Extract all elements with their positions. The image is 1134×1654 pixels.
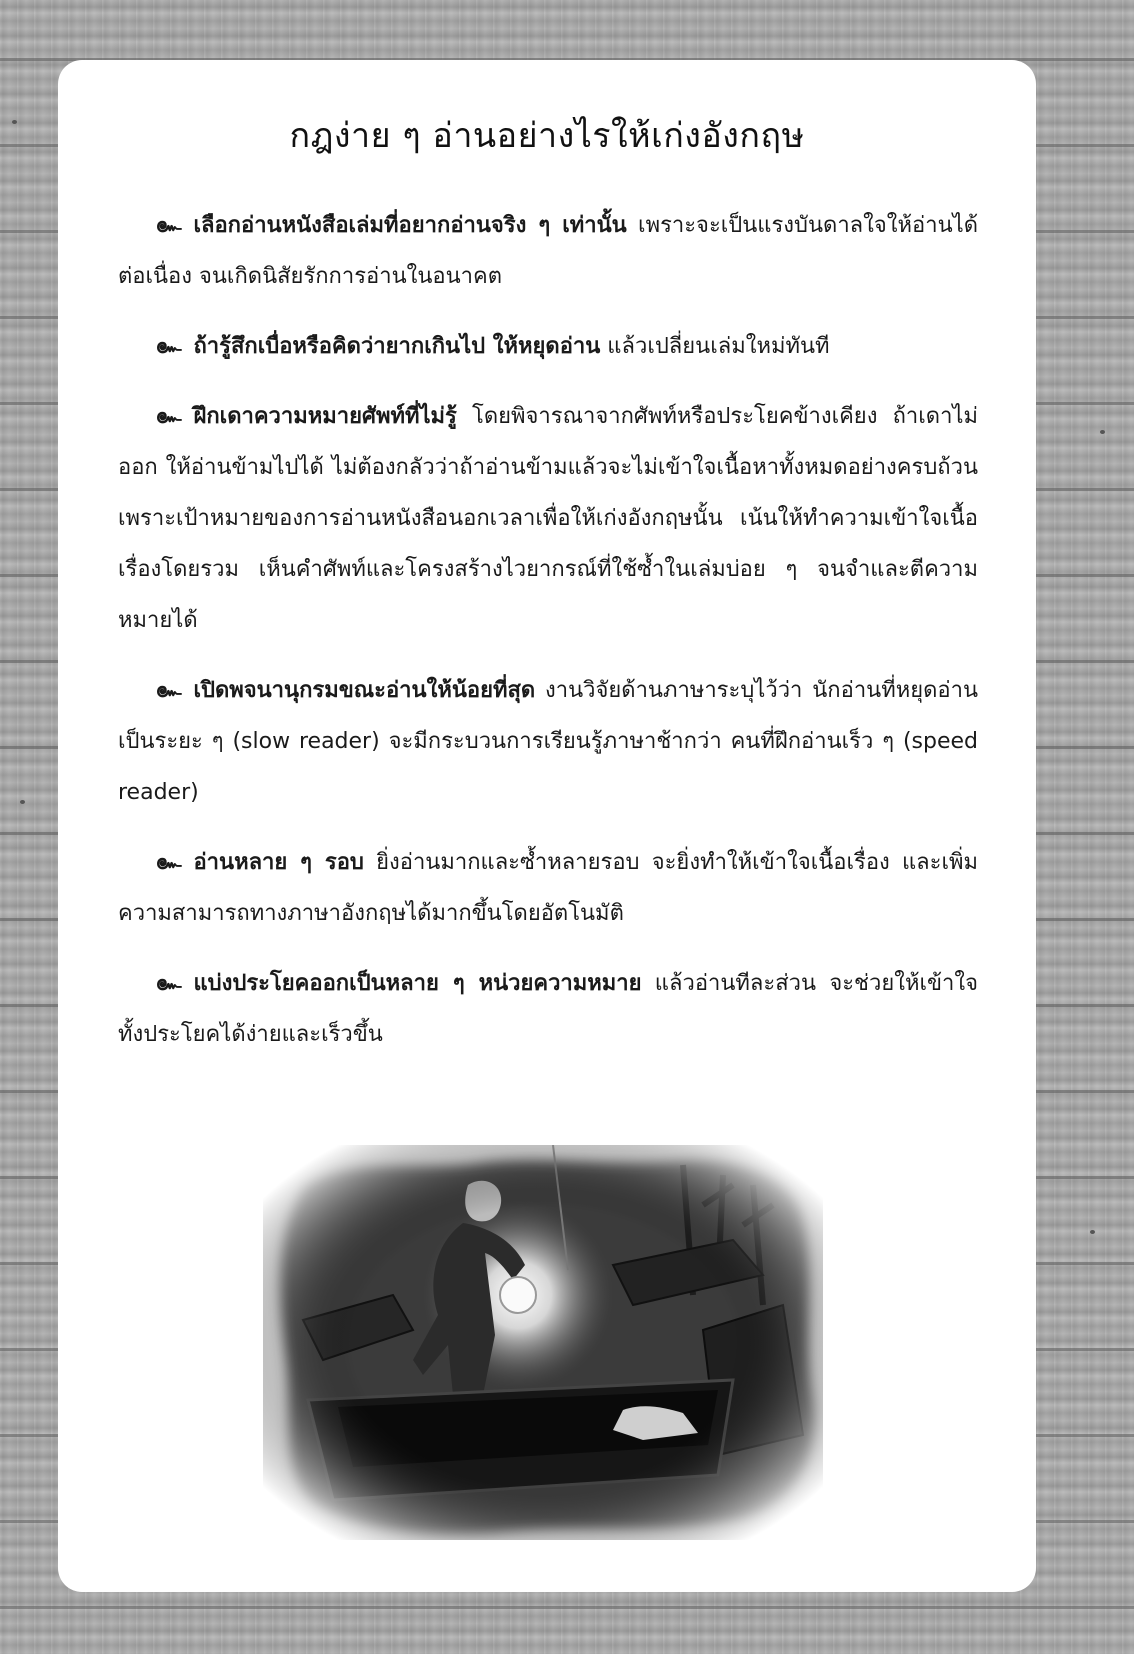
rule-heading: อ่านหลาย ๆ รอบ [193,850,364,875]
bullet-icon: ๛ [156,404,182,429]
bullet-icon: ๛ [156,678,182,703]
wood-knot [1100,430,1105,434]
rule-item [118,200,978,302]
rule-body: เพราะจะเป็นแรงบันดาลใจให้อ่านได้ต่อเนื่อง จนเกิดนิสัยรักการอ่านในอนาคต [118,213,978,289]
rule-body: แล้วอ่านทีละส่วน จะช่วยให้เข้าใจทั้งประโยคได้ง่ายและเร็วขึ้น [118,971,978,1047]
rule-item [118,958,978,1060]
rule-heading: เลือกอ่านหนังสือเล่มที่อยากอ่านจริง ๆ เท่านั้น [193,213,627,238]
rule-item [118,665,978,818]
rule-heading: ถ้ารู้สึกเบื่อหรือคิดว่ายากเกินไป ให้หยุดอ่าน [193,334,601,359]
bullet-icon: ๛ [156,971,182,996]
rule-body: ยิ่งอ่านมากและซ้ำหลายรอบ จะยิ่งทำให้เข้าใจเนื้อเรื่อง และเพิ่มความสามารถทางภาษาอังกฤษได้มากขึ้นโดยอัตโนมัติ [118,850,978,926]
rule-body: งานวิจัยด้านภาษาระบุไว้ว่า นักอ่านที่หยุดอ่านเป็นระยะ ๆ (slow reader) จะมีกระบวนการเรียนรู้ภาษาช้ากว่า คนที่ฝึกอ่านเร็ว ๆ (speed reader) [118,678,978,805]
bullet-icon: ๛ [156,334,182,359]
wood-knot [1090,1230,1095,1234]
rule-item [118,321,978,372]
rule-heading: ฝึกเดาความหมายศัพท์ที่ไม่รู้ [193,404,457,429]
rules-list [118,200,978,1079]
rule-item [118,391,978,646]
rule-item [118,837,978,939]
man-with-lantern-and-coffins-illustration [263,1145,823,1540]
rule-heading: แบ่งประโยคออกเป็นหลาย ๆ หน่วยความหมาย [193,971,642,996]
wood-knot [20,800,25,804]
bullet-icon: ๛ [156,213,182,238]
rule-body: โดยพิจารณาจากศัพท์หรือประโยคข้างเคียง ถ้าเดาไม่ออก ให้อ่านข้ามไปได้ ไม่ต้องกลัวว่าถ้าอ่านข้ามแล้วจะไม่เข้าใจเนื้อหาทั้งหมดอย่างครบถ้วน เพราะเป้าหมายของการอ่านหนังสือนอกเวลาเพื่อให้เก่งอังกฤษนั้น เน้นให้ทำความเข้าใจเนื้อเรื่องโดยรวม เห็นคำศัพท์และโครงสร้างไวยากรณ์ที่ใช้ซ้ำในเล่มบ่อย ๆ จนจำและตีความหมายได้ [118,404,978,633]
rule-body: แล้วเปลี่ยนเล่มใหม่ทันที [600,334,830,359]
rule-heading: เปิดพจนานุกรมขณะอ่านให้น้อยที่สุด [193,678,536,703]
content-panel [58,60,1036,1592]
wood-knot [12,120,17,124]
bullet-icon: ๛ [156,850,182,875]
page-title: กฎง่าย ๆ อ่านอย่างไรให้เก่งอังกฤษ [289,116,805,156]
vignette-overlay [263,1145,823,1540]
